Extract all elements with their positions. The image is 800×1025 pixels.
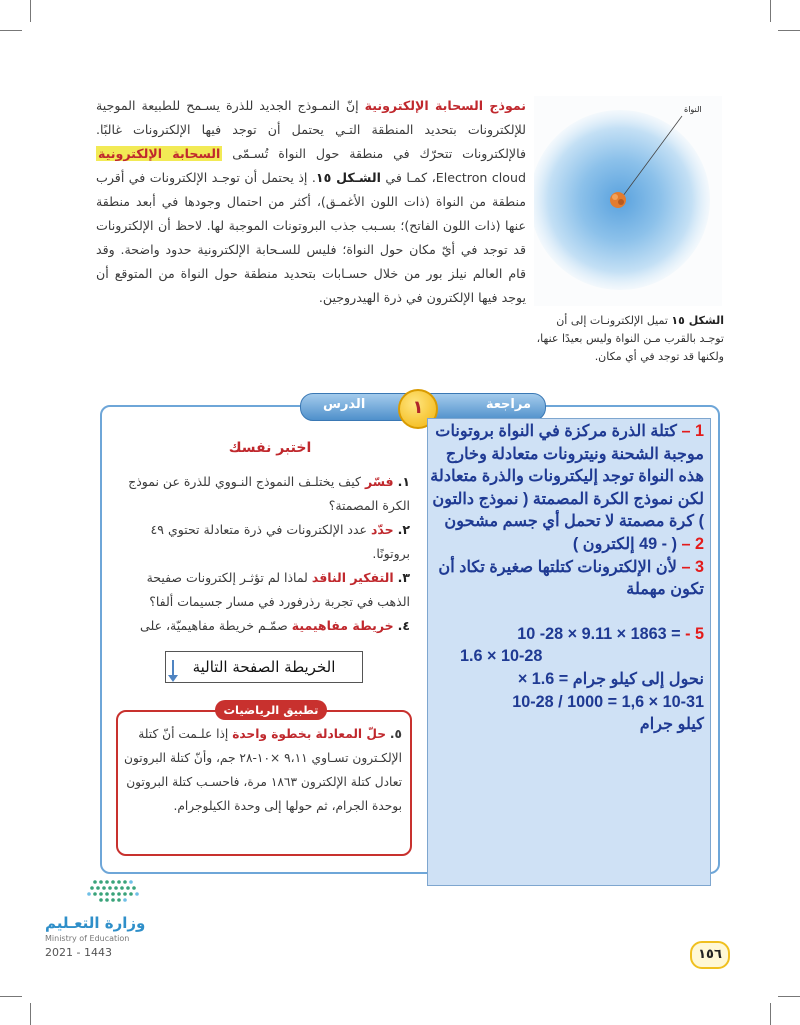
question-text: إذا علـمت أنّ كتلة الإلكـترون تسـاوي ٩،١١ ×١٠-٢٨ جم، وأنّ كتلة البروتون تعادل كتلة الإلكترون ١٨٦٣ مرة، فاحسـب كتلة البروتون بوحدة الجرام، ثم حولها إلى وحدة الكيلوجرام.: [124, 727, 402, 813]
answer-body: كيلو جرام: [639, 715, 704, 734]
ministry-emblem-icon: [45, 876, 185, 910]
answer-body: لأن الإلكترونات كتلتها صغيرة تكاد أن تكون مهملة: [438, 557, 704, 599]
crop-mark: [770, 1003, 771, 1025]
ministry-logo: [45, 876, 185, 966]
answer-number: 1 –: [681, 422, 704, 440]
question-4: [110, 614, 410, 638]
page-number: ١٥٦: [690, 941, 730, 969]
electron-cloud-illustration: [534, 96, 722, 306]
question-keyword: حلّ المعادلة بخطوة واحدة: [232, 727, 387, 741]
test-yourself-title: اختبر نفسك: [228, 440, 312, 456]
neutron-dot: [618, 199, 624, 205]
electron-cloud-paragraph: [96, 94, 526, 310]
question-3: [110, 566, 410, 614]
figure-reference: الشـكل ١٥: [315, 170, 381, 185]
answer-body: 10 -28 × 9.11 × 1863 =: [517, 624, 681, 643]
caption-label: الشكل ١٥: [671, 314, 724, 327]
question-keyword: خريطة مفاهيمية: [291, 618, 394, 633]
answer-body: 10-28 / 1000 = 1,6 × 10-31: [512, 692, 704, 711]
question-keyword: فسّر: [364, 474, 394, 489]
answer-5: [430, 623, 704, 646]
arrow-down-icon: [168, 675, 178, 682]
answer-body: ( - 49 إلكترون ): [572, 534, 677, 553]
question-5: [120, 722, 402, 818]
question-keyword: حدّد: [370, 522, 394, 537]
crop-mark: [0, 996, 22, 997]
question-text: كيف يختلـف النموذج النـووي للذرة عن نموذج الكرة المصمتة؟: [128, 474, 410, 513]
electron-cloud-figure: [534, 96, 722, 306]
crop-mark: [770, 0, 771, 22]
question-number: ٥.: [389, 727, 402, 741]
answer-body: كتلة الذرة مركزة في النواة بروتونات موجبة الشحنة ونيترونات متعادلة وخارج هذه النواة توجد إليكترونات والذرة متعادلة لكن نموذج الكرة المصمتة ( نموذج دالتون ) كرة مصمتة لا تحمل أي جسم مشحون: [430, 422, 704, 531]
crop-mark: [30, 0, 31, 22]
answer-2: [430, 533, 704, 556]
section-heading: نموذج السحابة الإلكترونية: [364, 98, 527, 113]
edition-year: 2021 - 1443: [45, 946, 112, 959]
paragraph-text: . إذ يحتمل أن توجـد الإلكترونات في أقرب منطقة من النواة (ذات اللون الأغمـق)، أكثر من احتمال وجودها في أبعد منطقة عنها (ذات اللون الفاتح)؛ بسـبب جذب البروتونات الموجبة لها. لاحظ أن الإلكترونات قد توجد في أيّ مكان حول النواة؛ فليس للسـحابة الإلكترونية حدود واضحة. وقد قام العالم نيلز بور من خلال حسـابات بتحديد منطقة حول النواة من المتوقع أن يوجد فيها الإلكترون في ذرة الهيدروجين.: [96, 170, 526, 305]
question-2: [110, 518, 410, 566]
question-number: ٣.: [397, 570, 410, 585]
caption-text: تميل الإلكترونـات إلى أن توجـد بالقرب مـن النواة وليس بعيدًا عنها، ولكنها قد توجد في أي مكان.: [536, 314, 724, 363]
question-1: [110, 470, 410, 518]
answer-1: [430, 420, 704, 533]
answer-number: 2 –: [681, 534, 704, 553]
highlighted-term: السحابة الإلكترونية: [98, 146, 221, 161]
question-number: ٢.: [397, 522, 410, 537]
question-number: ١.: [397, 474, 410, 489]
map-callout-box: الخريطة الصفحة التالية: [165, 651, 363, 683]
figure-caption: [534, 312, 724, 366]
answer-number: 3 –: [681, 557, 704, 576]
ministry-name-ar: وزارة التعـليم: [45, 914, 146, 932]
answer-number: 5 -: [685, 624, 704, 643]
crop-mark: [778, 30, 800, 31]
nucleus-label: النواة: [684, 105, 702, 114]
proton-dot: [612, 194, 618, 200]
banner-lesson-word: الدرس: [323, 397, 366, 412]
question-text: لماذا لم تؤثـر إلكترونات صفيحة الذهب في تجربة رذرفورد في مسار جسيمات ألفا؟: [146, 570, 410, 609]
banner-review-word: مراجعة: [485, 397, 531, 412]
answer-text: [430, 420, 704, 736]
lesson-number-badge: ١: [398, 389, 438, 429]
ministry-name-en: Ministry of Education: [45, 934, 130, 943]
nucleus: [610, 192, 626, 208]
crop-mark: [778, 996, 800, 997]
question-number: ٤.: [397, 618, 410, 633]
paragraph-text: ، كمـا في: [385, 170, 436, 185]
review-questions: [110, 470, 410, 638]
math-application-tag: تطبيق الرياضيات: [215, 700, 327, 720]
question-text: عدد الإلكترونات في ذرة متعادلة تحتوي ٤٩ بروتونًا.: [150, 522, 410, 561]
answer-body: نحول إلى كيلو جرام = 1.6 ×: [517, 669, 704, 688]
answer-3: [430, 556, 704, 601]
english-term: Electron cloud: [435, 170, 526, 185]
question-keyword: التفكير الناقد: [311, 570, 394, 585]
paragraph-text: إنّ النمـوذج الجديد للذرة يسـمح للطبيعة الموجية للإلكترونات بتحديد المنطقة التـي يحتمل أن توجد فيها الإلكترونات غالبًا. فالإلكترونات تتحرّك في منطقة حول النواة تُسـمّى: [96, 98, 526, 161]
crop-mark: [0, 30, 22, 31]
answer-body: 1.6 × 10-28: [460, 647, 543, 666]
question-text: صمّـم خريطة مفاهيميّة، على: [140, 618, 288, 633]
crop-mark: [30, 1003, 31, 1025]
